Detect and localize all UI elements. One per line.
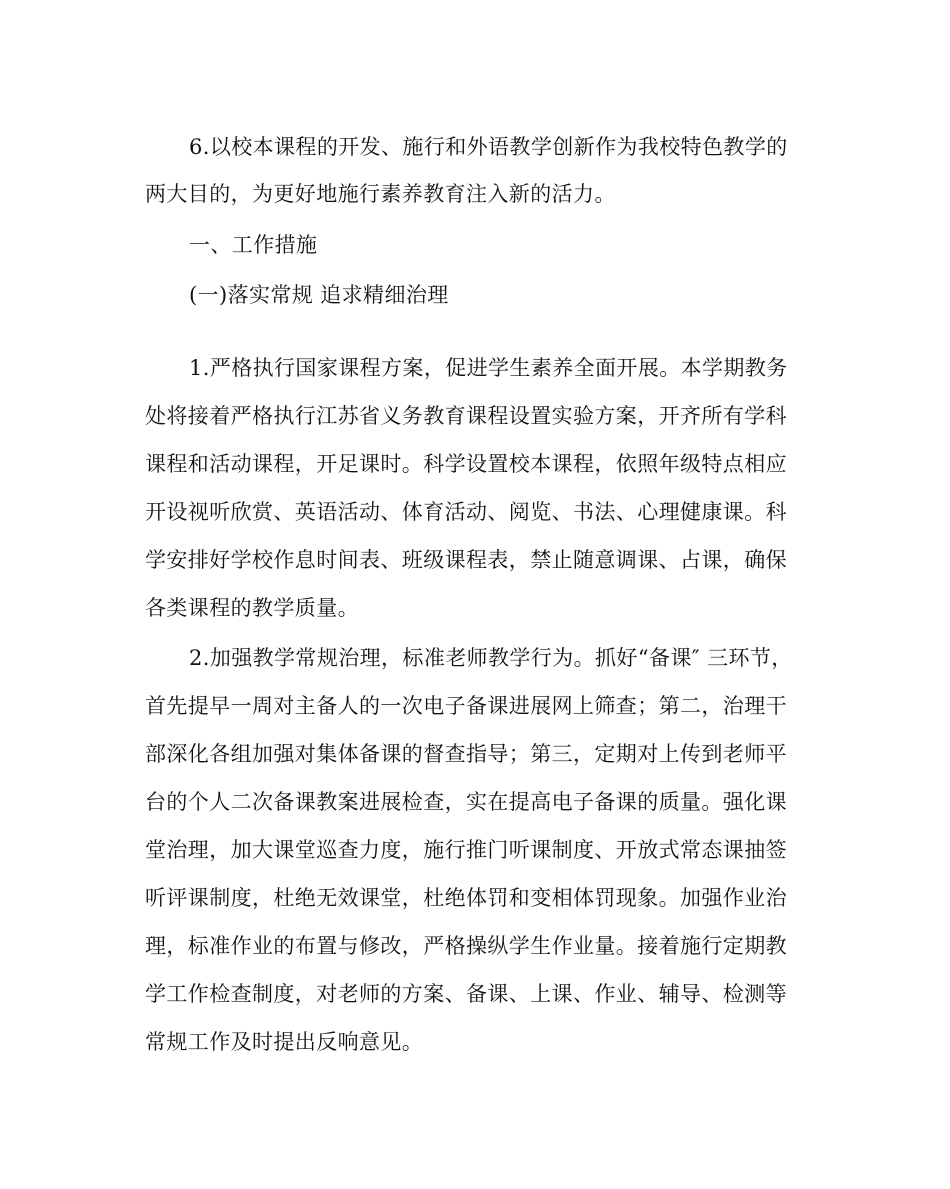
section-heading-measures: 一、工作措施 [189,233,318,257]
paragraph-1-line-5: 学安排好学校作息时间表、班级课程表，禁止随意调课、占课，确保 [145,548,787,572]
paragraph-2-line-8: 学工作检查制度，对老师的方案、备课、上课、作业、辅导、检测等 [145,982,787,1006]
paragraph-2-line-6: 听评课制度，杜绝无效课堂，杜绝体罚和变相体罚现象。加强作业治 [145,886,787,910]
paragraph-2-line-4: 台的个人二次备课教案进展检查，实在提高电子备课的质量。强化课 [145,790,787,814]
paragraph-2-line-3: 部深化各组加强对集体备课的督查指导；第三，定期对上传到老师平 [145,742,787,766]
paragraph-1-line-6: 各类课程的教学质量。 [145,596,359,620]
paragraph-2-line-5: 堂治理，加大课堂巡查力度，施行推门听课制度、开放式常态课抽签 [145,838,787,862]
paragraph-6-line-1: 6.以校本课程的开发、施行和外语教学创新作为我校特色教学的 [189,135,788,159]
paragraph-2-line-9: 常规工作及时提出反响意见。 [145,1030,424,1054]
paragraph-2-line-2: 首先提早一周对主备人的一次电子备课进展网上筛查；第二，治理干 [145,694,787,718]
paragraph-1-line-1: 1.严格执行国家课程方案，促进学生素养全面开展。本学期教务 [189,356,788,380]
paragraph-6-line-2: 两大目的，为更好地施行素养教育注入新的活力。 [145,182,616,206]
subsection-heading-1: (一)落实常规 追求精细治理 [189,283,449,307]
paragraph-2-line-7: 理，标准作业的布置与修改，严格操纵学生作业量。接着施行定期教 [145,934,787,958]
paragraph-1-line-4: 开设视听欣赏、英语活动、体育活动、阅览、书法、心理健康课。科 [145,500,787,524]
paragraph-1-line-3: 课程和活动课程，开足课时。科学设置校本课程，依照年级特点相应 [145,452,787,476]
paragraph-2-line-1: 2.加强教学常规治理，标准老师教学行为。抓好“备课″ 三环节， [189,646,793,670]
paragraph-1-line-2: 处将接着严格执行江苏省义务教育课程设置实验方案，开齐所有学科 [145,404,787,428]
